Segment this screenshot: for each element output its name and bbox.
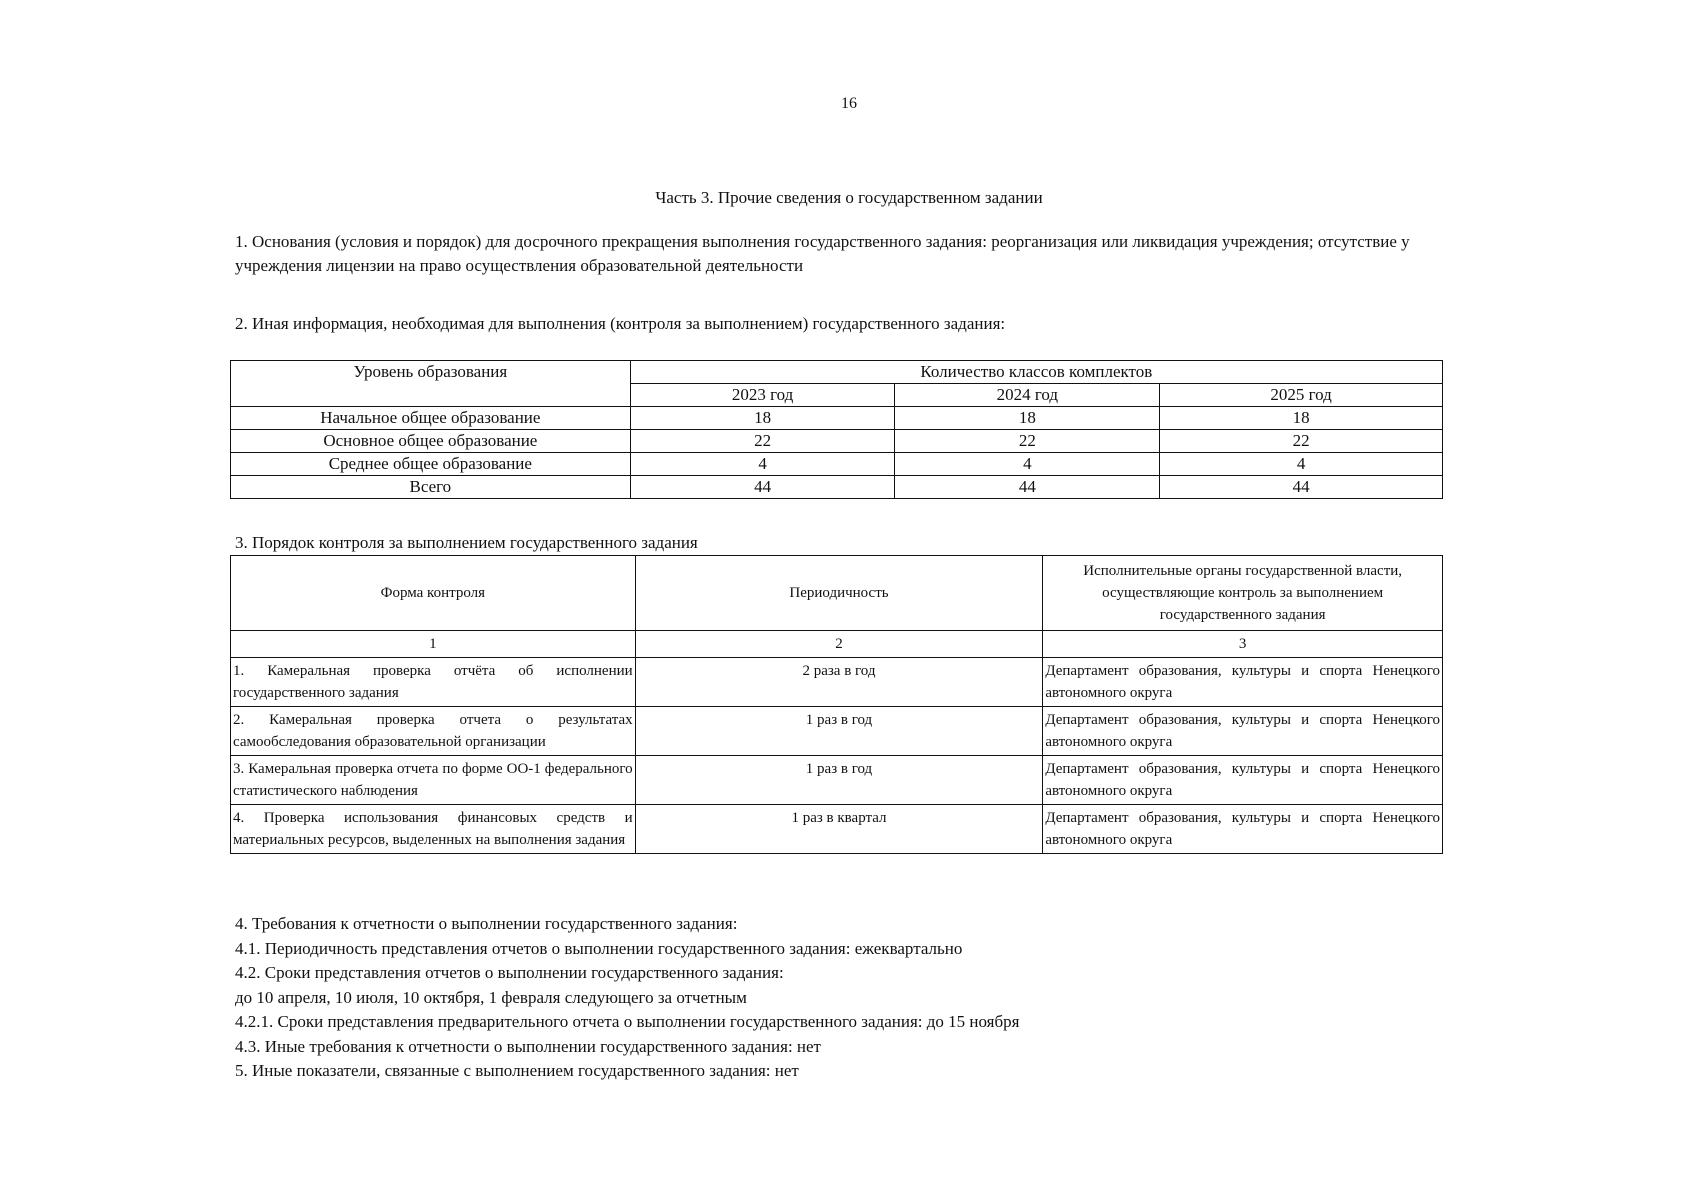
requirement-line: 4.1. Периодичность представления отчетов о выполнении государственного задания: ежеквартально <box>235 938 963 958</box>
control-form: 1. Камеральная проверка отчёта об исполнении государственного задания <box>231 658 636 707</box>
executive-body: Департамент образования, культуры и спорта Ненецкого автономного округа <box>1043 756 1443 805</box>
table-row <box>231 805 1443 854</box>
table-row-total <box>231 476 1443 499</box>
requirement-line: 4.2.1. Сроки представления предварительного отчета о выполнении государственного задания: до 15 ноября <box>235 1012 1020 1031</box>
table-row <box>231 430 1443 453</box>
requirement-line: 4. Требования к отчетности о выполнении государственного задания: <box>235 914 738 933</box>
education-level-header: Уровень образования <box>231 361 631 407</box>
count-cell: 18 <box>895 407 1160 430</box>
education-level: Основное общее образование <box>231 430 631 453</box>
requirement-line: 4.2. Сроки представления отчетов о выполнении государственного задания: <box>235 963 784 982</box>
section-title: Часть 3. Прочие сведения о государственном задании <box>655 188 1043 207</box>
table-row <box>231 658 1443 707</box>
count-cell: 4 <box>1160 453 1443 476</box>
control-form: 2. Камеральная проверка отчета о результатах самообследования образовательной организации <box>231 707 636 756</box>
requirement-line: 4.3. Иные требования к отчетности о выполнении государственного задания: нет <box>235 1036 821 1056</box>
table-row <box>231 707 1443 756</box>
count-cell: 22 <box>895 430 1160 453</box>
table-row <box>231 407 1443 430</box>
count-cell: 4 <box>630 453 895 476</box>
executive-body: Департамент образования, культуры и спорта Ненецкого автономного округа <box>1043 658 1443 707</box>
table-row <box>231 756 1443 805</box>
education-level: Среднее общее образование <box>231 453 631 476</box>
control-form: 3. Камеральная проверка отчета по форме ОО-1 федерального статистического наблюдения <box>231 756 636 805</box>
requirement-line: до 10 апреля, 10 июля, 10 октября, 1 февраля следующего за отчетным <box>235 987 747 1007</box>
count-cell: 22 <box>1160 430 1443 453</box>
control-form: 4. Проверка использования финансовых средств и материальных ресурсов, выделенных на выполнения задания <box>231 805 636 854</box>
year-header: 2025 год <box>1160 384 1443 407</box>
periodicity: 1 раз в квартал <box>635 805 1043 854</box>
count-cell: 18 <box>630 407 895 430</box>
count-cell: 22 <box>630 430 895 453</box>
count-cell: 18 <box>1160 407 1443 430</box>
page-number: 16 <box>841 95 857 112</box>
count-cell: 44 <box>895 476 1160 499</box>
control-form-header: Форма контроля <box>231 556 636 631</box>
control-procedure-table <box>230 555 1443 854</box>
requirement-line: 5. Иные показатели, связанные с выполнением государственного задания: нет <box>235 1061 799 1080</box>
class-count-header: Количество классов комплектов <box>630 361 1442 384</box>
count-cell: 4 <box>895 453 1160 476</box>
education-level: Всего <box>231 476 631 499</box>
executive-bodies-header: Исполнительные органы государственной власти, осуществляющие контроль за выполнением государственного задания <box>1043 556 1443 631</box>
other-information-paragraph: 2. Иная информация, необходимая для выполнения (контроля за выполнением) государственного задания: <box>235 314 1006 333</box>
executive-body: Департамент образования, культуры и спорта Ненецкого автономного округа <box>1043 707 1443 756</box>
executive-body: Департамент образования, культуры и спорта Ненецкого автономного округа <box>1043 805 1443 854</box>
table-row <box>231 453 1443 476</box>
reporting-requirements <box>235 912 1465 1084</box>
count-cell: 44 <box>1160 476 1443 499</box>
class-sets-table <box>230 360 1443 499</box>
count-cell: 44 <box>630 476 895 499</box>
termination-grounds-paragraph: 1. Основания (условия и порядок) для досрочного прекращения выполнения государственного задания: реорганизация или ликвидация учреждения; отсутствие у учреждения лицензии на право осуществления образовательной деятельности <box>235 232 1410 275</box>
periodicity-header: Периодичность <box>635 556 1043 631</box>
periodicity: 1 раз в год <box>635 756 1043 805</box>
year-header: 2024 год <box>895 384 1160 407</box>
year-header: 2023 год <box>630 384 895 407</box>
column-number: 3 <box>1043 631 1443 658</box>
column-number: 2 <box>635 631 1043 658</box>
education-level: Начальное общее образование <box>231 407 631 430</box>
periodicity: 2 раза в год <box>635 658 1043 707</box>
control-procedure-paragraph: 3. Порядок контроля за выполнением государственного задания <box>235 533 698 552</box>
periodicity: 1 раз в год <box>635 707 1043 756</box>
column-number: 1 <box>231 631 636 658</box>
